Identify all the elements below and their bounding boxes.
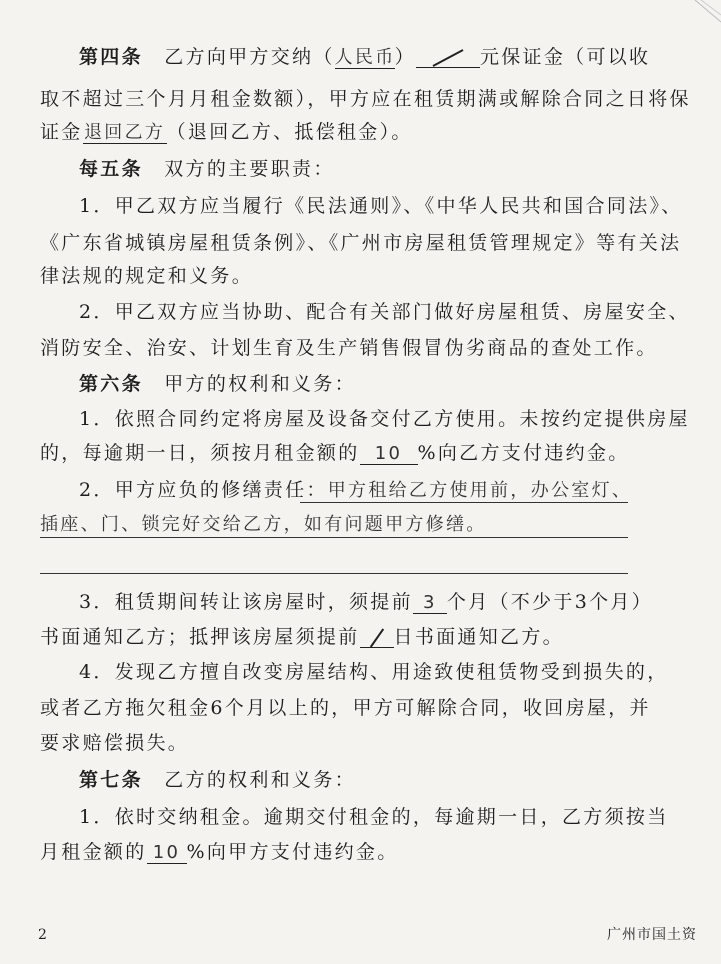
underline-3 [40, 573, 628, 574]
art5-head: 双方的主要职责： [164, 158, 335, 180]
art7-p1-text2: %向甲方支付违约金。 [186, 841, 399, 863]
art6-p3-l1 [79, 590, 653, 614]
art4-title: 第四条 [79, 46, 143, 68]
penalty-rate-field: 10 [360, 444, 418, 465]
page-corner-fold [681, 0, 721, 30]
art5-p2-l1: 2．甲乙双方应当协助、配合有关部门做好房屋租赁、房屋安全、 [79, 301, 690, 323]
art7-head: 乙方的权利和义务： [164, 769, 356, 791]
art5-heading [79, 157, 637, 181]
art5-p1-l2: 《广东省城镇房屋租赁条例》、《广州市房屋租赁管理规定》等有关法 [40, 232, 682, 254]
repair-text-1: 甲方租给乙方使用前，办公室灯、 [327, 480, 633, 501]
blank-stroke-mark [369, 628, 383, 647]
underline-2 [40, 537, 628, 538]
art4-text3: 证金 [40, 121, 83, 143]
blank-stroke-mark [432, 49, 463, 67]
art7-title: 第七条 [79, 769, 143, 791]
art6-p4-l1: 4．发现乙方擅自改变房屋结构、用途致使租赁物受到损失的， [79, 661, 669, 683]
art6-p4-l3: 要求赔偿损失。 [40, 732, 190, 754]
art4-line3 [40, 120, 637, 144]
art5-title: 每五条 [79, 158, 143, 180]
deposit-amount-field [416, 47, 480, 68]
art6-title: 第六条 [79, 373, 143, 395]
mortgage-days-field [360, 627, 394, 648]
art5-p2-l2: 消防安全、治安、计划生育及生产销售假冒伪劣商品的查处工作。 [40, 337, 658, 359]
art6-p3-text4: 日书面通知乙方。 [393, 626, 564, 648]
art7-p1-text: 月租金额的 [40, 841, 147, 863]
art6-p1-l2 [40, 441, 637, 465]
art6-p3-text2: 个月（不少于3个月） [446, 591, 653, 613]
art4-text: 乙方向甲方交纳（ [164, 46, 335, 68]
art6-p1-text2: %向乙方支付违约金。 [417, 442, 630, 464]
art6-heading [79, 372, 637, 396]
art6-p2-text: 2．甲方应负的修缮责任： [79, 479, 328, 501]
art6-p3-l2 [40, 625, 637, 649]
underline-1 [300, 502, 628, 503]
art6-p4-l2: 或者乙方拖欠租金6个月以上的，甲方可解除合同，收回房屋，并 [40, 697, 651, 719]
art4-paren: ） [394, 46, 416, 68]
art7-heading [79, 768, 637, 792]
art4-text4: （退回乙方、抵偿租金）。 [166, 121, 413, 143]
art7-p1-l2 [40, 840, 637, 864]
repair-text-2: 插座、门、锁完好交给乙方，如有问题甲方修缮。 [40, 514, 487, 535]
art5-p1-l1: 1．甲乙双方应当履行《民法通则》、《中华人民共和国合同法》、 [79, 195, 683, 217]
currency-field: 人民币 [334, 47, 396, 68]
art6-head: 甲方的权利和义务： [164, 373, 356, 395]
notice-months-field: 3 [413, 593, 447, 614]
art6-p2-l1 [79, 478, 637, 503]
art4-line2: 取不超过三个月月租金数额），甲方应在租赁期满或解除合同之日将保 [40, 88, 691, 110]
art6-p3-text3: 书面通知乙方；抵押该房屋须提前 [40, 626, 360, 648]
art4-text2: 元保证金（可以收 [479, 46, 651, 68]
art6-p1-text: 的，每逾期一日，须按月租金额的 [40, 442, 360, 464]
art6-p3-text: 3．租赁期间转让该房屋时，须提前 [79, 591, 413, 613]
art5-p1-l3: 律法规的规定和义务。 [40, 265, 254, 287]
art6-p1-l1: 1．依照合同约定将房屋及设备交付乙方使用。未按约定提供房屋 [79, 408, 690, 430]
art4-line1 [40, 45, 651, 69]
art7-p1-l1: 1．依时交纳租金。逾期交付租金的，每逾期一日，乙方须按当 [79, 806, 669, 828]
page-number: 2 [38, 927, 47, 943]
late-penalty-rate-field: 10 [147, 843, 187, 864]
footer-org: 广州市国土资 [607, 927, 697, 943]
refund-field: 退回乙方 [84, 122, 166, 143]
